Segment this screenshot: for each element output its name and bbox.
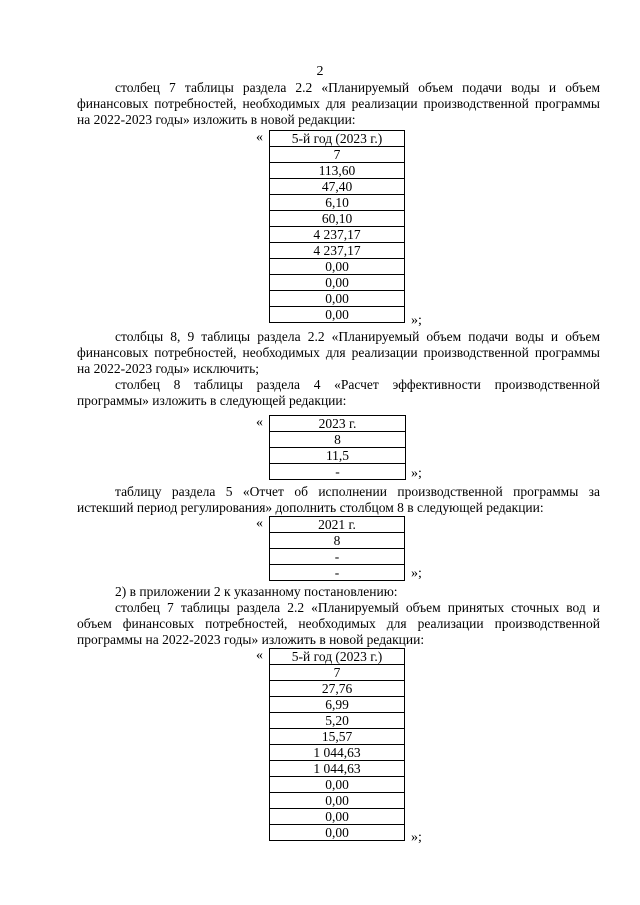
table-row: [270, 195, 405, 211]
table-cell: 8: [270, 533, 405, 549]
table-column7-water: [269, 130, 405, 323]
open-quote: «: [256, 648, 263, 663]
table-cell: 0,00: [270, 777, 405, 793]
table-row: [270, 432, 406, 448]
table-cell: 11,5: [270, 448, 406, 464]
table-row: [270, 259, 405, 275]
table-cell: 8: [270, 432, 406, 448]
table-row: [270, 147, 405, 163]
table-row: [270, 565, 405, 581]
table-cell: -: [270, 549, 405, 565]
table-row: [270, 211, 405, 227]
table-cell: 0,00: [270, 825, 405, 841]
table-cell: 27,76: [270, 681, 405, 697]
close-quote: »;: [411, 566, 422, 581]
table-cell: 0,00: [270, 307, 405, 323]
table-header-cell: 5-й год (2023 г.): [270, 131, 405, 147]
table-row: [270, 549, 405, 565]
table-row: [270, 517, 405, 533]
table-row: [270, 761, 405, 777]
table-row: [270, 777, 405, 793]
table-cell: 113,60: [270, 163, 405, 179]
open-quote: «: [256, 130, 263, 145]
table-row: [270, 464, 406, 480]
paragraph-text: столбец 7 таблицы раздела 2.2 «Планируемый объем подачи воды и объем финансовых потребностей, необходимых для реализации производственной программы на 2022-2023 годы» изложить в новой редакции:: [77, 80, 600, 127]
table-cell: 6,99: [270, 697, 405, 713]
table-column8-efficiency: [269, 415, 406, 480]
table-row: [270, 416, 406, 432]
paragraph-column7-wastewater: [77, 600, 600, 648]
table-cell: 1 044,63: [270, 761, 405, 777]
paragraph-column7-water: [77, 80, 600, 128]
table-header-cell: 2023 г.: [270, 416, 406, 432]
table-cell: 1 044,63: [270, 745, 405, 761]
table-cell: 0,00: [270, 291, 405, 307]
paragraph-text: столбец 8 таблицы раздела 4 «Расчет эффективности производственной программы» изложить в следующей редакции:: [77, 377, 600, 408]
table-row: [270, 793, 405, 809]
table-cell: 47,40: [270, 179, 405, 195]
table-row: [270, 291, 405, 307]
table-row: [270, 665, 405, 681]
table-row: [270, 448, 406, 464]
table-cell: 0,00: [270, 275, 405, 291]
table-row: [270, 131, 405, 147]
table-row: [270, 275, 405, 291]
table-row: [270, 227, 405, 243]
paragraph-columns-8-9-exclude: [77, 329, 600, 377]
paragraph-text: 2) в приложении 2 к указанному постановлению:: [115, 584, 398, 599]
paragraph-text: таблицу раздела 5 «Отчет об исполнении производственной программы за истекший период регулирования» дополнить столбцом 8 в следующей редакции:: [77, 484, 600, 515]
table-cell: -: [270, 565, 405, 581]
table-cell: 0,00: [270, 793, 405, 809]
table-cell: 60,10: [270, 211, 405, 227]
open-quote: «: [256, 415, 263, 430]
table-row: [270, 649, 405, 665]
close-quote: »;: [411, 466, 422, 481]
close-quote: »;: [411, 313, 422, 328]
paragraph-text: столбцы 8, 9 таблицы раздела 2.2 «Планируемый объем подачи воды и объем финансовых потребностей, необходимых для реализации производственной программы на 2022-2023 годы» исключить;: [77, 329, 600, 376]
table-row: [270, 163, 405, 179]
table-cell: 0,00: [270, 809, 405, 825]
paragraph-column8-efficiency: [77, 377, 600, 409]
table-cell: 7: [270, 665, 405, 681]
paragraph-report-table: [77, 484, 600, 516]
page-number: 2: [316, 64, 324, 79]
table-report-column8: [269, 516, 405, 581]
table-row: [270, 307, 405, 323]
table-column7-wastewater: [269, 648, 405, 841]
table-row: [270, 713, 405, 729]
table-row: [270, 809, 405, 825]
table-cell: 5,20: [270, 713, 405, 729]
table-cell: 15,57: [270, 729, 405, 745]
table-cell: 4 237,17: [270, 243, 405, 259]
paragraph-text: столбец 7 таблицы раздела 2.2 «Планируемый объем принятых сточных вод и объем финансовых потребностей, необходимых для реализации производственной программы на 2022-2023 годы» изложить в новой редакции:: [77, 600, 600, 647]
table-header-cell: 2021 г.: [270, 517, 405, 533]
table-row: [270, 745, 405, 761]
close-quote: »;: [411, 830, 422, 845]
table-row: [270, 729, 405, 745]
table-row: [270, 681, 405, 697]
paragraph-appendix2: [77, 584, 600, 600]
open-quote: «: [256, 516, 263, 531]
table-row: [270, 243, 405, 259]
table-header-cell: 5-й год (2023 г.): [270, 649, 405, 665]
table-cell: -: [270, 464, 406, 480]
table-cell: 4 237,17: [270, 227, 405, 243]
table-cell: 0,00: [270, 259, 405, 275]
table-cell: 6,10: [270, 195, 405, 211]
table-row: [270, 179, 405, 195]
table-row: [270, 825, 405, 841]
table-row: [270, 697, 405, 713]
table-row: [270, 533, 405, 549]
table-cell: 7: [270, 147, 405, 163]
